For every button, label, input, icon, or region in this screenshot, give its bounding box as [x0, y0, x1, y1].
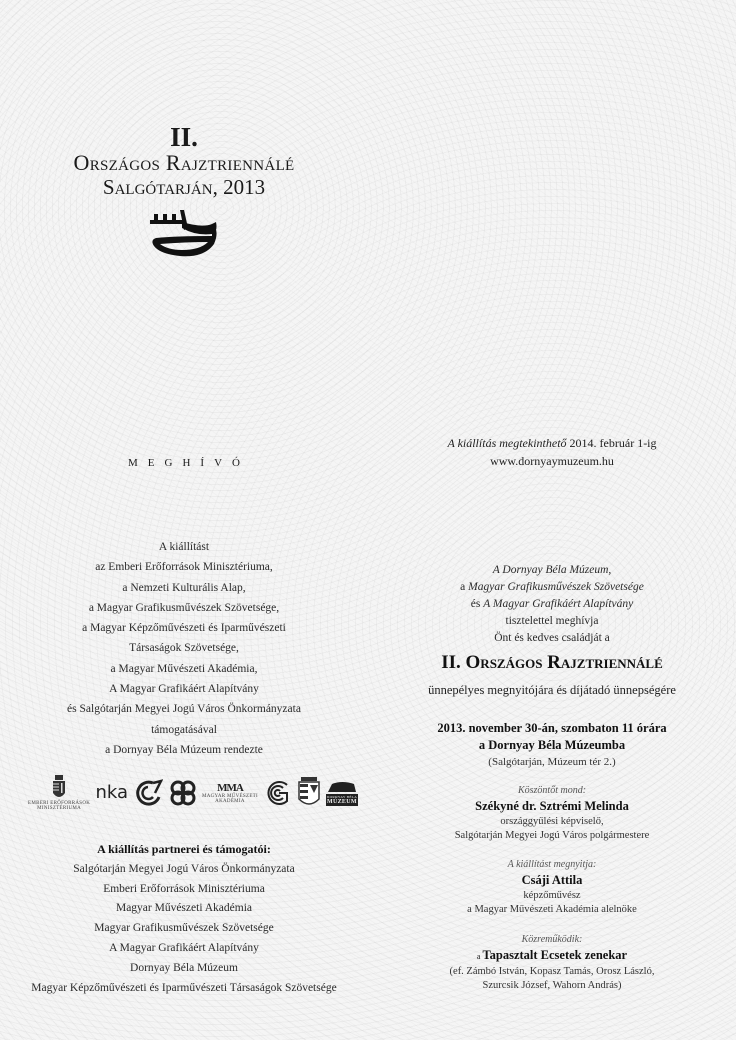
logo-nka: nka — [95, 782, 129, 803]
greeting-role-1: országgyűlési képviselő, — [500, 816, 604, 827]
mke-logo-icon — [169, 779, 197, 807]
partners-heading: A kiállítás partnerei és támogatói: — [97, 842, 271, 856]
inviter-museum: A Dornyay Béla Múzeum, — [492, 564, 612, 576]
greeting-role-2: Salgótarján Megyei Jogú Város polgármestere — [454, 830, 650, 841]
music-label: Közreműködik: — [521, 934, 583, 945]
availability-block — [368, 434, 736, 470]
mma-label-2: AKADÉMIA — [215, 798, 245, 804]
invitation-block — [368, 562, 736, 647]
museum-label-1: DORNYAY BÉLA — [326, 794, 358, 799]
website-link[interactable]: www.dornyaymuzeum.hu — [490, 454, 614, 468]
event-subtitle: ünnepélyes megnyitójára és díjátadó ünnepségére — [428, 683, 676, 697]
organizers-line: az Emberi Erőforrások Minisztériuma, — [95, 561, 273, 574]
opening-role-2: a Magyar Művészeti Akadémia alelnöke — [467, 904, 637, 915]
music-prefix: a — [476, 952, 483, 961]
organizers-line: a Nemzeti Kulturális Alap, — [122, 581, 246, 594]
opening-role-1: képzőművész — [523, 890, 581, 901]
partner-item: Dornyay Béla Múzeum — [130, 961, 238, 974]
g-spiral-logo-icon — [263, 779, 291, 807]
mma-label-1: MAGYAR MŰVÉSZETI — [201, 793, 259, 799]
availability-date: 2014. február 1-ig — [566, 436, 657, 450]
opening-label: A kiállítást megnyitja: — [507, 859, 597, 870]
inviter-mgsz: Magyar Grafikusművészek Szövetsége — [468, 581, 644, 593]
mma-mark: MMA — [217, 781, 243, 794]
invitation-label: MEGHÍVÓ — [128, 457, 250, 469]
hungarian-coat-of-arms-icon — [51, 775, 67, 801]
organizers-line: támogatásával — [151, 723, 217, 736]
organizers-line: a Magyar Képzőművészeti és Iparművészeti — [82, 622, 286, 635]
partner-item: A Magyar Grafikáért Alapítvány — [109, 941, 259, 954]
partner-item: Emberi Erőforrások Minisztériuma — [103, 882, 265, 895]
organizers-block — [0, 537, 368, 760]
inviter-prefix: a — [460, 581, 469, 593]
event-venue: a Dornyay Béla Múzeumba — [478, 738, 626, 752]
opening-name: Csáji Attila — [521, 873, 583, 887]
event-datetime: 2013. november 30-án, szombaton 11 órára — [437, 721, 667, 735]
organizers-line: és Salgótarján Megyei Jogú Város Önkormányzata — [67, 703, 301, 716]
event-address: (Salgótarján, Múzeum tér 2.) — [488, 756, 616, 768]
emmi-label-1: EMBERI ERŐFORRÁSOK — [28, 800, 91, 806]
music-block — [368, 933, 736, 993]
partner-item: Magyar Művészeti Akadémia — [115, 902, 253, 915]
music-members-1: (ef. Zámbó István, Kopasz Tamás, Orosz László, — [449, 966, 655, 977]
partner-item: Magyar Grafikusművészek Szövetsége — [94, 922, 274, 935]
music-members-2: Szurcsik József, Wahorn András) — [482, 980, 622, 991]
invitation-recipient: Önt és kedves családját a — [494, 632, 610, 644]
partners-block — [0, 840, 368, 998]
event-title: II. Országos Rajztriennálé — [441, 652, 663, 673]
partner-item: Salgótarján Megyei Jogú Város Önkormányzata — [73, 862, 295, 875]
organizers-line: Társaságok Szövetsége, — [129, 642, 239, 655]
title-subtitle: Salgótarján, 2013 — [102, 175, 266, 199]
title-main: Országos Rajztriennálé — [73, 150, 295, 175]
organizers-line: A Magyar Grafikáért Alapítvány — [109, 683, 259, 696]
greeting-name: Székyné dr. Sztrémi Melinda — [475, 799, 629, 813]
mgsz-logo-icon — [133, 779, 163, 807]
music-band-name: Tapasztalt Ecsetek zenekar — [482, 948, 628, 962]
availability-text: A kiállítás megtekinthető — [447, 436, 567, 450]
organizers-line: a Dornyay Béla Múzeum rendezte — [105, 743, 263, 756]
organizers-line: A kiállítást — [158, 541, 210, 553]
museum-building-icon — [326, 780, 358, 794]
salgotarjan-coat-of-arms-icon — [297, 777, 321, 809]
title-roman-numeral: II. — [170, 122, 198, 152]
logo-mma — [202, 782, 258, 804]
logo-emmi — [28, 775, 90, 811]
emmi-label-2: MINISZTÉRIUMA — [37, 805, 82, 811]
inviter-foundation: A Magyar Grafikáért Alapítvány — [483, 598, 634, 610]
logo-museum — [326, 780, 358, 806]
partner-item: Magyar Képzőművészeti és Iparművészeti Társaságok Szövetsége — [31, 981, 337, 994]
inviter-prefix: és — [470, 598, 484, 610]
greeting-block — [368, 784, 736, 843]
event-when-where — [368, 720, 736, 771]
museum-label-2: MÚZEUM — [327, 798, 357, 805]
organizers-line: a Magyar Művészeti Akadémia, — [110, 662, 258, 675]
greeting-label: Köszöntőt mond: — [517, 785, 587, 796]
sponsor-logos — [28, 770, 358, 815]
triennale-mark-icon — [146, 206, 222, 260]
organizers-line: a Magyar Grafikusművészek Szövetsége, — [88, 601, 280, 614]
opening-block — [368, 858, 736, 917]
invitation-phrase: tisztelettel meghívja — [505, 615, 599, 627]
